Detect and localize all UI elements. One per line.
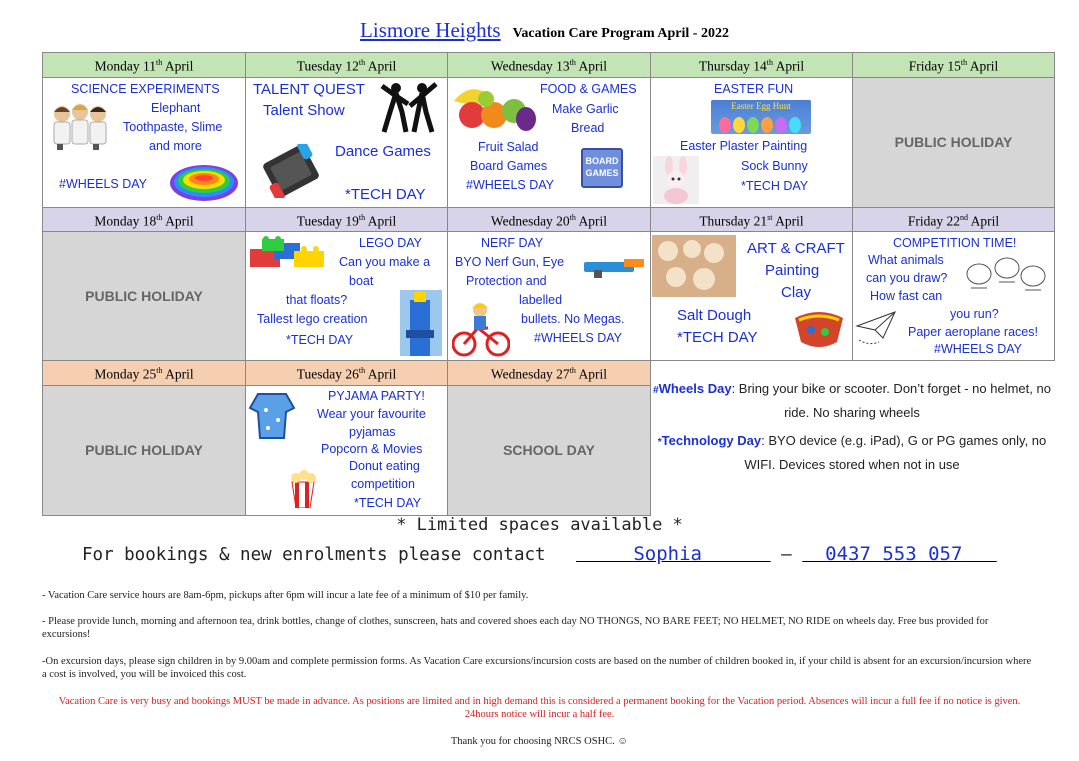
activity-text: FOOD & GAMES	[540, 81, 637, 96]
day-header: Thursday 21st April	[651, 207, 853, 232]
scientist-kids-icon	[49, 102, 111, 152]
easter-eggs-icon	[711, 112, 811, 134]
fruit-icon	[450, 81, 538, 133]
activity-text: *TECH DAY	[741, 178, 809, 193]
activity-text: Painting	[765, 262, 820, 279]
day-header: Monday 25th April	[43, 361, 246, 386]
day-cell-mon-11	[43, 77, 246, 207]
activity-text: Board Games	[470, 158, 548, 173]
school-day-label: SCHOOL DAY	[503, 442, 595, 458]
contact-name: Sophia	[633, 543, 702, 565]
activity-text: bullets. No Megas.	[521, 312, 625, 326]
lego-bricks-icon	[248, 235, 330, 271]
wheels-day-note: #Wheels Day: Bring your bike or scooter. Don’t forget - no helmet, no ride. No sharing wheels	[653, 381, 1051, 420]
rainbow-slime-icon	[167, 158, 241, 204]
activity-text: Elephant	[151, 100, 201, 115]
activity-text: What animals	[868, 253, 944, 267]
footer-busy: Vacation Care is very busy and bookings MUST be made in advance. As positions are limited and in high demand this is considered a permanent booking for the Vacation period. Absences will incur a full fee if no notice is given. 24hours notice will incur a half fee.	[58, 696, 1021, 720]
activity-text: #WHEELS DAY	[59, 176, 147, 191]
day-cell-tue-12	[246, 77, 448, 207]
day-header: Wednesday 20th April	[448, 207, 651, 232]
day-cell-tue-26	[246, 385, 448, 515]
activity-text: SCIENCE EXPERIMENTS	[71, 81, 220, 96]
sock-bunny-icon	[653, 156, 699, 204]
activity-text: *TECH DAY	[354, 495, 422, 510]
day-header: Friday 15th April	[853, 53, 1055, 78]
day-header: Tuesday 12th April	[246, 53, 448, 78]
activity-text: competition	[351, 476, 415, 491]
activity-text: Salt Dough	[677, 307, 752, 324]
day-cell-tue-19	[246, 232, 448, 361]
footer-excursion: -On excursion days, please sign children in by 9.00am and complete permission forms. As Vacation Care excursions/incursion costs are based on the number of children booked in, if your child is absent for an excursion/incursion where a cost is involved, you will be invoiced this cost.	[42, 656, 1032, 680]
activity-text: Fruit Salad	[478, 139, 539, 154]
pyjamas-icon	[248, 390, 296, 442]
activity-text: #WHEELS DAY	[934, 342, 1022, 356]
lego-tower-icon	[400, 290, 442, 356]
location-title: Lismore Heights	[360, 18, 501, 42]
activity-text: Paper aeroplane races!	[908, 325, 1038, 339]
clay-bowl-icon	[791, 302, 847, 352]
dancers-icon	[380, 82, 438, 134]
activity-text: COMPETITION TIME!	[893, 236, 1017, 250]
activity-text: Bread	[571, 120, 605, 135]
day-header: Tuesday 26th April	[246, 361, 448, 386]
activity-text: that floats?	[286, 293, 348, 307]
booking-contact	[82, 543, 997, 565]
public-holiday-label: PUBLIC HOLIDAY	[85, 442, 203, 458]
day-cell-mon-25	[43, 385, 246, 515]
day-cell-fri-22	[853, 232, 1055, 361]
day-notes	[652, 378, 1052, 482]
activity-text: Easter Plaster Painting	[680, 138, 808, 153]
limited-spaces: * Limited spaces available *	[396, 515, 683, 535]
activity-text: NERF DAY	[481, 236, 544, 250]
day-cell-thu-14	[651, 77, 853, 207]
easter-banner-text: Easter Egg Hunt	[731, 100, 791, 111]
public-holiday-label: PUBLIC HOLIDAY	[894, 134, 1013, 150]
day-cell-wed-27	[448, 385, 651, 515]
day-header: Tuesday 19th April	[246, 207, 448, 232]
activity-text: ART & CRAFT	[747, 240, 845, 257]
public-holiday-label: PUBLIC HOLIDAY	[85, 288, 203, 304]
activity-text: Protection and	[466, 274, 547, 288]
activity-text: Clay	[781, 284, 812, 301]
activity-text: EASTER FUN	[714, 81, 794, 96]
activity-text: Sock Bunny	[741, 158, 808, 173]
popcorn-icon	[286, 468, 320, 508]
day-cell-fri-15	[853, 77, 1055, 207]
day-header: Wednesday 13th April	[448, 53, 651, 78]
program-title: Vacation Care Program April - 2022	[512, 26, 729, 41]
tech-day-note: *Technology Day: BYO device (e.g. iPad), G or PG games only, no WIFI. Devices stored when not in use	[657, 433, 1047, 472]
contact-dash: –	[781, 545, 792, 565]
footer-thanks: Thank you for choosing NRCS OSHC. ☺	[450, 736, 629, 747]
bike-rider-icon	[452, 300, 510, 358]
day-header: Wednesday 27th April	[448, 361, 651, 386]
activity-text: *TECH DAY	[286, 333, 354, 347]
activity-text: Popcorn & Movies	[321, 441, 423, 456]
day-cell-wed-13	[448, 77, 651, 207]
activity-text: Donut eating	[349, 458, 420, 473]
activity-text: Can you make a	[339, 255, 431, 269]
activity-text: #WHEELS DAY	[534, 331, 622, 345]
activity-text: PYJAMA PARTY!	[328, 388, 425, 403]
activity-text: Tallest lego creation	[257, 312, 368, 326]
board-games-sign: BOARD GAMES	[581, 148, 623, 188]
day-cell-thu-21	[651, 232, 853, 361]
activity-text: Make Garlic	[552, 101, 619, 116]
activity-text: Wear your favourite	[317, 406, 426, 421]
game-console-icon	[262, 144, 320, 198]
page-title	[0, 18, 1079, 43]
activity-text: BYO Nerf Gun, Eye	[455, 255, 565, 269]
footer-provide: - Please provide lunch, morning and afternoon tea, drink bottles, change of clothes, sunscreen, hats and covered shoes each day NO THONGS, NO BARE FEET; NO HELMET, NO RIDE on wheels day. Free bus provided for excursions!	[42, 616, 989, 640]
easter-egg-banner	[711, 100, 811, 134]
activity-text: can you draw?	[866, 271, 948, 285]
contact-text: For bookings & new enrolments please contact	[82, 545, 546, 565]
contact-phone: 0437 553 057	[825, 543, 963, 565]
day-header: Monday 11th April	[43, 53, 246, 78]
activity-text: TALENT QUEST	[253, 80, 365, 98]
activity-text: pyjamas	[349, 424, 396, 439]
activity-text: *TECH DAY	[677, 329, 758, 346]
activity-text: you run?	[950, 307, 999, 321]
day-header: Monday 18th April	[43, 207, 246, 232]
footer-hours: - Vacation Care service hours are 8am-6pm, pickups after 6pm will incur a late fee of a minimum of $10 per family.	[42, 590, 529, 601]
activity-text: labelled	[519, 293, 563, 307]
day-cell-wed-20	[448, 232, 651, 361]
activity-text: How fast can	[870, 289, 943, 303]
activity-text: #WHEELS DAY	[466, 177, 554, 192]
activity-text: and more	[149, 138, 202, 153]
activity-text: Dance Games	[335, 142, 431, 160]
day-header: Thursday 14th April	[651, 53, 853, 78]
activity-text: LEGO DAY	[359, 236, 422, 250]
salt-dough-icon	[652, 235, 736, 297]
activity-text: Toothpaste, Slime	[123, 119, 223, 134]
activity-text: *TECH DAY	[345, 185, 426, 203]
animal-drawings-icon	[965, 252, 1049, 296]
day-cell-mon-18	[43, 232, 246, 361]
paper-plane-icon	[855, 308, 899, 348]
activity-text: boat	[349, 274, 374, 288]
nerf-gun-icon	[584, 256, 648, 278]
day-header: Friday 22nd April	[853, 207, 1055, 232]
activity-text: Talent Show	[263, 101, 345, 119]
